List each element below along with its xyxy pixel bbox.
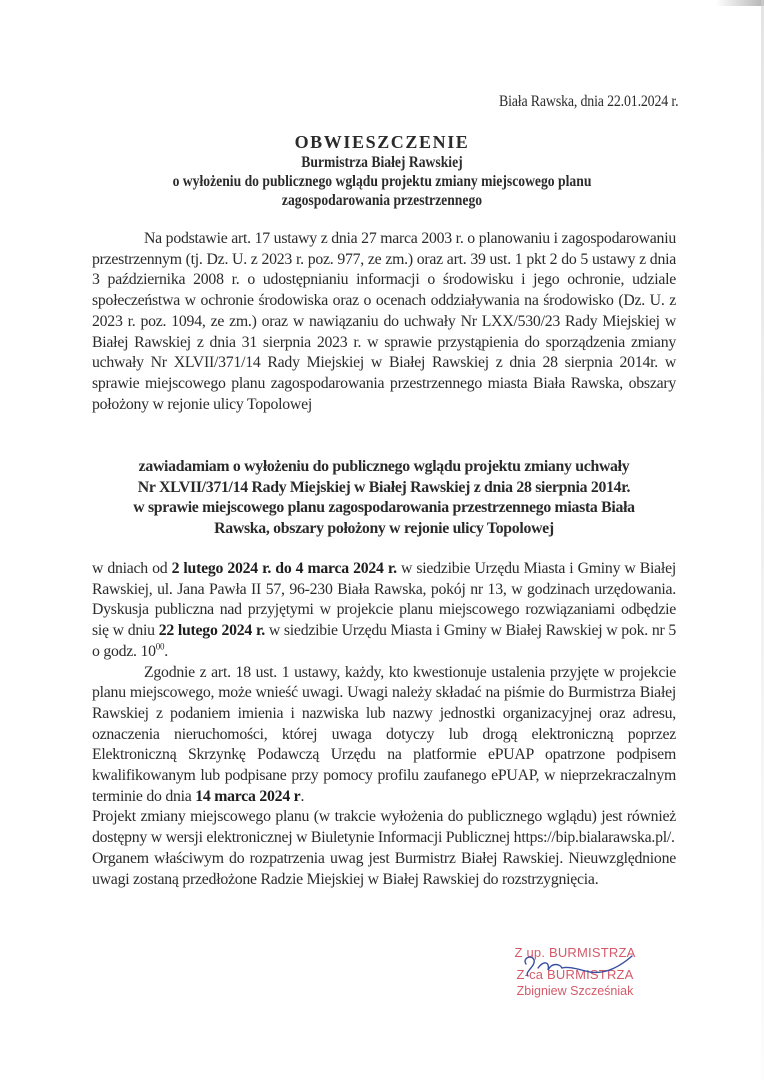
header-subject-line2: zagospodarowania przestrzennego bbox=[281, 192, 483, 209]
stamp-line1: Z up. BURMISTRZA bbox=[514, 945, 636, 960]
preamble-paragraph: Na podstawie art. 17 ustawy z dnia 27 marca 2003 r. o planowaniu i zagospodarowaniu przestrzennym (tj. Dz. U. z 2023 r. poz. 977, ze zm.) oraz art. 39 ust. 1 pkt 2 do 5 ustawy z dnia 3 października 2008 r. o udostępnianiu informacji o środowisku i jego ochronie, udziale społeczeństwa w ochronie środowiska oraz o ocenach oddziaływania na środowisko (Dz. U. z 2023 r. poz. 1094, ze zm.) oraz w nawiązaniu do uchwały Nr LXX/530/23 Rady Miejskiej w Białej Rawskiej z dnia 31 sierpnia 2023 r. w sprawie przystąpienia do sporządzenia zmiany uchwały Nr XLVII/371/14 Rady Miejskiej w Białej Rawskiej z dnia 28 sierpnia 2014r. w sprawie miejscowego planu zagospodarowania przestrzennego miasta Biała Rawska, obszary położony w rejonie ulicy Topolowej bbox=[92, 230, 676, 413]
exhibition-dates: 2 lutego 2024 r. do 4 marca 2024 r. bbox=[171, 560, 397, 577]
time-superscript: 00 bbox=[155, 641, 165, 652]
stamp-line2: Z-ca BURMISTRZA bbox=[516, 967, 634, 982]
header-issuer: Burmistrza Białej Rawskiej bbox=[301, 154, 463, 171]
announcement-line3: w sprawie miejscowego planu zagospodarowania przestrzennego miasta Biała bbox=[133, 499, 635, 516]
announcement-line4: Rawska, obszary położony w rejonie ulicy Topolowej bbox=[214, 519, 554, 537]
availability-paragraph: Projekt zmiany miejscowego planu (w trakcie wyłożenia do publicznego wglądu) jest również dostępny w wersji elektronicznej w Biuletynie Informacji Publicznej https://bip.bialarawska.pl/. bbox=[92, 808, 676, 847]
text-run: w siedzibie Urzędu Miasta i Gminy w Białej Rawskiej, ul. Jana Pawła II 57, 96-230 Biała Rawska, pokój nr 13, w godzinach urzędowania. Dyskusja publiczna nad przyjętymi w projekcie planu miejscowego rozwiązaniami odbędzie się w dniu bbox=[92, 560, 676, 640]
handwritten-signature-icon bbox=[520, 950, 640, 982]
discussion-date: 22 lutego 2024 r. bbox=[158, 622, 265, 640]
document-header bbox=[0, 131, 764, 210]
header-subject-line1: o wyłożeniu do publicznego wglądu projektu zmiany miejscowego planu bbox=[172, 173, 592, 190]
document-title: OBWIESZCZENIE bbox=[294, 132, 470, 152]
details-section bbox=[92, 559, 676, 890]
text-run: . bbox=[164, 642, 168, 660]
text-run: Zgodnie z art. 18 ust. 1 ustawy, każdy, kto kwestionuje ustalenia przyjęte w projekcie planu miejscowego, może wnieść uwagi. Uwagi należy składać na piśmie do Burmistrza Białej Rawskiej z podaniem imienia i nazwiska lub nazwy jednostki organizacyjnej oraz adresu, oznaczenia nieruchomości, której uwaga dotyczy lub drogą elektroniczną poprzez Elektroniczną Skrzynkę Podawczą Urzędu na platformie ePUAP opatrzone podpisem kwalifikowanym lub podpisane przy pomocy profilu zaufanego ePUAP, w nieprzekraczalnym terminie do dnia bbox=[92, 663, 676, 805]
text-run: . bbox=[300, 787, 305, 805]
exhibition-paragraph bbox=[92, 559, 676, 663]
comments-paragraph bbox=[92, 663, 676, 808]
preamble-section bbox=[92, 229, 676, 415]
comments-deadline: 14 marca 2024 r bbox=[195, 787, 301, 805]
scan-edge-shadow bbox=[716, 0, 764, 6]
authority-paragraph: Organem właściwym do rozpatrzenia uwag jest Burmistrz Białej Rawskiej. Nieuwzględnione uwagi zostaną przedłożone Radzie Miejskiej w Białej Rawskiej do rozstrzygnięcia. bbox=[92, 849, 676, 888]
text-run: w siedzibie Urzędu Miasta i Gminy w Białej Rawskiej w pok. nr 5 o godz. 10 bbox=[92, 622, 677, 660]
stamp-name: Zbigniew Szcześniak bbox=[516, 984, 634, 998]
announcement bbox=[92, 457, 676, 539]
text-run: w dniach od bbox=[92, 560, 172, 577]
place-date: Biała Rawska, dnia 22.01.2024 r. bbox=[498, 93, 678, 110]
announcement-line2: Nr XLVII/371/14 Rady Miejskiej w Białej Rawskiej z dnia 28 sierpnia 2014r. bbox=[137, 478, 631, 496]
announcement-line1: zawiadamiam o wyłożeniu do publicznego wglądu projektu zmiany uchwały bbox=[138, 458, 630, 475]
